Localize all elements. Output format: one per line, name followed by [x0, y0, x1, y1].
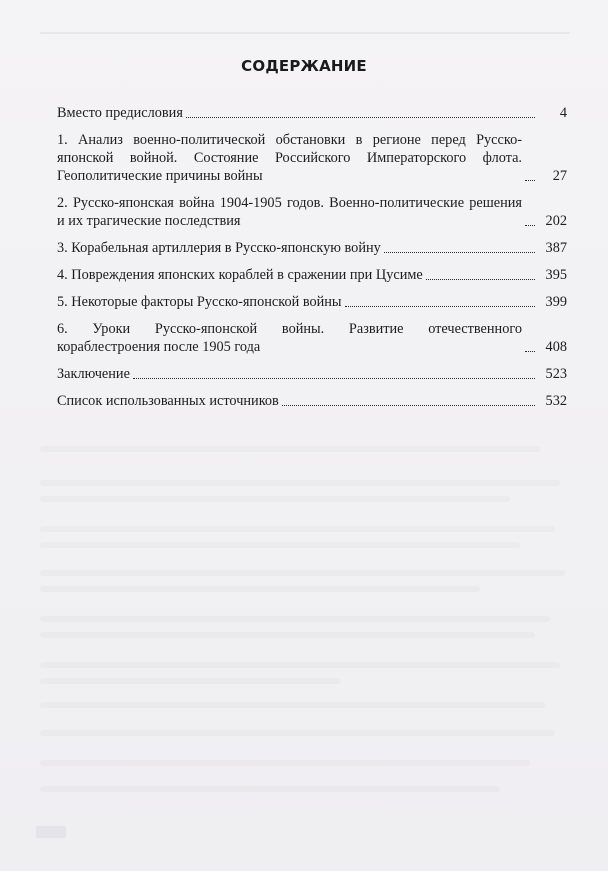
toc-entry-chapter-5[interactable]	[57, 293, 567, 311]
toc-entry-page: 4	[559, 105, 567, 121]
bleed-through-rule	[40, 32, 570, 34]
toc-entry-chapter-2[interactable]	[57, 194, 567, 230]
toc-entry-text: 1. Анализ военно-политической обстановки в регионе перед Русско-японской войной. Состояние Российского Императорского флота. Геополитические причины войны	[57, 132, 522, 184]
bleed-through-page-number	[36, 826, 66, 838]
toc-entry-page: 395	[545, 267, 567, 283]
toc-entry-page: 202	[545, 213, 567, 229]
toc-dot-leader	[426, 278, 535, 280]
toc-entry-page: 523	[545, 366, 567, 382]
toc-entry-page: 532	[545, 393, 567, 409]
toc-dot-leader	[525, 224, 535, 226]
toc-dot-leader	[133, 377, 535, 379]
toc-entry-text: Заключение	[57, 366, 130, 382]
toc-entry-text: 4. Повреждения японских кораблей в сражении при Цусиме	[57, 267, 423, 283]
toc-dot-leader	[384, 251, 535, 253]
toc-entry-sources[interactable]	[57, 392, 567, 410]
toc-entry-text: 2. Русско-японская война 1904-1905 годов. Военно-политические решения и их трагические последствия	[57, 195, 522, 229]
toc-entry-page: 27	[552, 168, 567, 184]
toc-entry-text: 5. Некоторые факторы Русско-японской войны	[57, 294, 342, 310]
toc-entry-foreword[interactable]	[57, 104, 567, 122]
toc-entry-chapter-6[interactable]	[57, 320, 567, 356]
toc-entry-page: 408	[545, 339, 567, 355]
toc-entry-chapter-4[interactable]	[57, 266, 567, 284]
toc-dot-leader	[345, 305, 535, 307]
toc-entry-text: 3. Корабельная артиллерия в Русско-японскую войну	[57, 240, 381, 256]
toc-dot-leader	[186, 116, 535, 118]
toc-entry-chapter-3[interactable]	[57, 239, 567, 257]
toc-dot-leader	[525, 179, 535, 181]
toc-dot-leader	[525, 350, 535, 352]
toc-entry-conclusion[interactable]	[57, 365, 567, 383]
toc-entry-text: Вместо предисловия	[57, 105, 183, 121]
table-of-contents	[57, 104, 567, 419]
toc-entry-chapter-1[interactable]	[57, 131, 567, 185]
bleed-through-text	[40, 440, 570, 810]
toc-entry-text: 6. Уроки Русско-японской войны. Развитие отечественного кораблестроения после 1905 года	[57, 321, 522, 355]
toc-title: СОДЕРЖАНИЕ	[241, 57, 367, 75]
toc-entry-text: Список использованных источников	[57, 393, 279, 409]
toc-dot-leader	[282, 404, 535, 406]
toc-entry-page: 399	[545, 294, 567, 310]
toc-entry-page: 387	[545, 240, 567, 256]
